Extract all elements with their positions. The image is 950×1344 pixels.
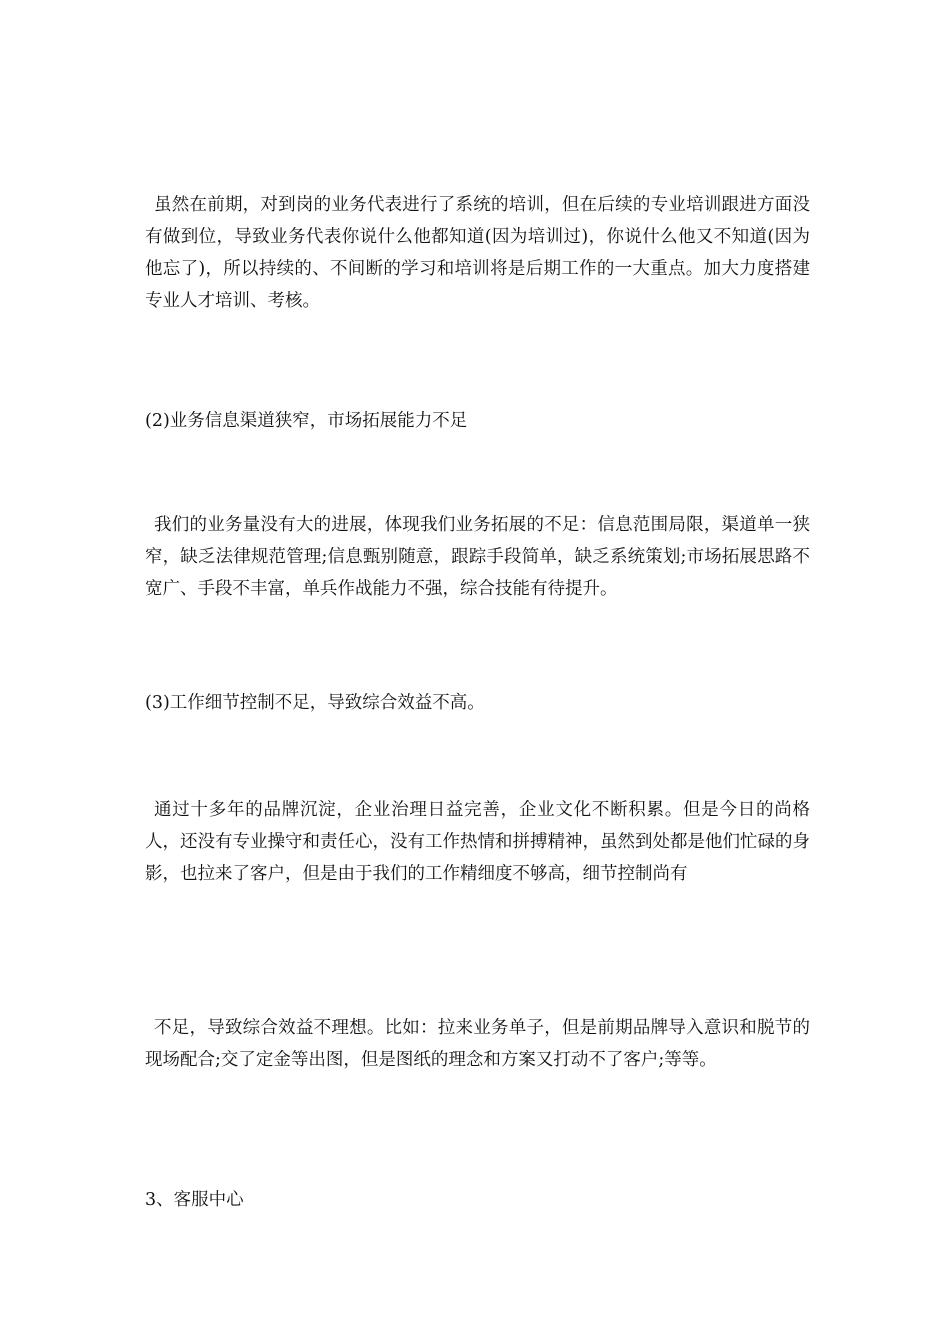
paragraph-insufficient-benefit: 不足，导致综合效益不理想。比如：拉来业务单子，但是前期品牌导入意识和脱节的现场配合;交了定金等出图，但是图纸的理念和方案又打动不了客户;等等。 [145, 1018, 810, 1070]
paragraph-training: 虽然在前期，对到岗的业务代表进行了系统的培训，但在后续的专业培训跟进方面没有做到位，导致业务代表你说什么他都知道(因为培训过)，你说什么他又不知道(因为他忘了)，所以持续的、不间断的学习和培训将是后期工作的一大重点。加大力度搭建专业人才培训、考核。 [145, 195, 810, 311]
heading-customer-service: 3、客服中心 [145, 1190, 244, 1210]
heading-detail-control: (3)工作细节控制不足，导致综合效益不高。 [145, 693, 485, 713]
heading-business-channels: (2)业务信息渠道狭窄，市场拓展能力不足 [145, 411, 468, 431]
paragraph-brand-accumulation: 通过十多年的品牌沉淀，企业治理日益完善，企业文化不断积累。但是今日的尚格人，还没有专业操守和责任心，没有工作热情和拼搏精神，虽然到处都是他们忙碌的身影，也拉来了客户，但是由于我们的工作精细度不够高，细节控制尚有 [145, 800, 810, 884]
paragraph-business-expansion: 我们的业务量没有大的进展，体现我们业务拓展的不足：信息范围局限，渠道单一狭窄，缺乏法律规范管理;信息甄别随意，跟踪手段简单，缺乏系统策划;市场拓展思路不宽广、手段不丰富，单兵作战能力不强，综合技能有待提升。 [145, 515, 810, 599]
